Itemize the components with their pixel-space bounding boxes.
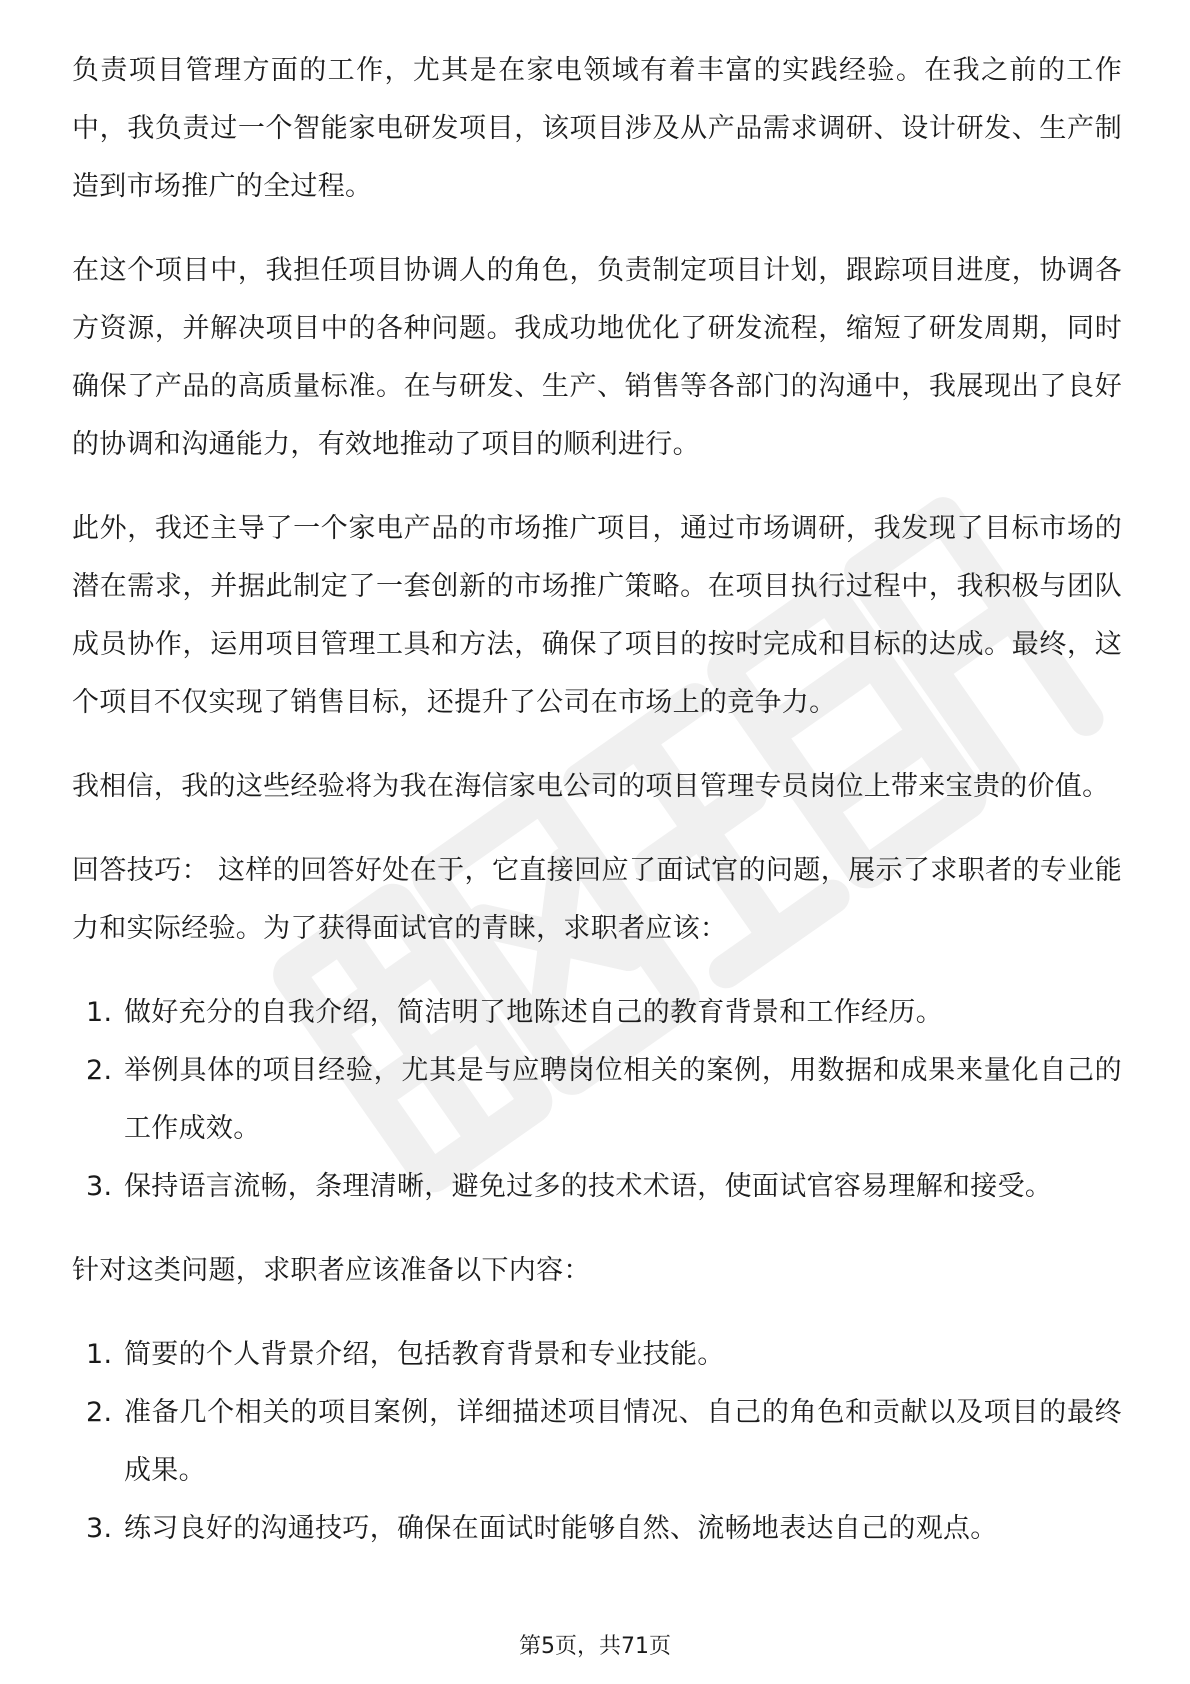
list-item [72, 1158, 1122, 1216]
list-number: 2. [86, 1055, 113, 1086]
list-item [72, 1042, 1122, 1158]
paragraph-prep-intro: 针对这类问题，求职者应该准备以下内容： [72, 1255, 591, 1286]
list-number: 3. [86, 1513, 113, 1544]
list-item-text: 准备几个相关的项目案例，详细描述项目情况、自己的角色和贡献以及项目的最终成果。 [124, 1397, 1122, 1486]
list-item [72, 984, 1122, 1042]
prep-list [72, 1326, 1122, 1558]
list-item-text: 举例具体的项目经验，尤其是与应聘岗位相关的案例，用数据和成果来量化自己的工作成效。 [124, 1055, 1122, 1144]
list-number: 1. [86, 997, 113, 1028]
paragraph-project-role: 在这个项目中，我担任项目协调人的角色，负责制定项目计划，跟踪项目进度，协调各方资源，并解决项目中的各种问题。我成功地优化了研发流程，缩短了研发周期，同时确保了产品的高质量标准。在与研发、生产、销售等各部门的沟通中，我展现出了良好的协调和沟通能力，有效地推动了项目的顺利进行。 [72, 255, 1122, 460]
paragraph-answer-tips: 回答技巧： 这样的回答好处在于，它直接回应了面试官的问题，展示了求职者的专业能力和实际经验。为了获得面试官的青睐，求职者应该： [72, 855, 1122, 944]
list-number: 3. [86, 1171, 113, 1202]
list-item [72, 1500, 1122, 1558]
list-item-text: 做好充分的自我介绍，简洁明了地陈述自己的教育背景和工作经历。 [124, 997, 943, 1028]
paragraph-intro: 负责项目管理方面的工作，尤其是在家电领域有着丰富的实践经验。在我之前的工作中，我负责过一个智能家电研发项目，该项目涉及从产品需求调研、设计研发、生产制造到市场推广的全过程。 [72, 55, 1122, 202]
paragraph-marketing-project: 此外，我还主导了一个家电产品的市场推广项目，通过市场调研，我发现了目标市场的潜在需求，并据此制定了一套创新的市场推广策略。在项目执行过程中，我积极与团队成员协作，运用项目管理工具和方法，确保了项目的按时完成和目标的达成。最终，这个项目不仅实现了销售目标，还提升了公司在市场上的竞争力。 [72, 513, 1122, 718]
list-item [72, 1326, 1122, 1384]
list-item-text: 保持语言流畅，条理清晰，避免过多的技术术语，使面试官容易理解和接受。 [124, 1171, 1053, 1202]
paragraph-conclusion: 我相信，我的这些经验将为我在海信家电公司的项目管理专员岗位上带来宝贵的价值。 [72, 771, 1110, 802]
document-body [72, 42, 1122, 1584]
page-number-footer: 第5页，共71页 [519, 1634, 671, 1659]
list-item-text: 练习良好的沟通技巧，确保在面试时能够自然、流畅地表达自己的观点。 [124, 1513, 998, 1544]
list-number: 2. [86, 1397, 113, 1428]
tips-list [72, 984, 1122, 1216]
list-item-text: 简要的个人背景介绍，包括教育背景和专业技能。 [124, 1339, 725, 1370]
list-number: 1. [86, 1339, 113, 1370]
list-item [72, 1384, 1122, 1500]
